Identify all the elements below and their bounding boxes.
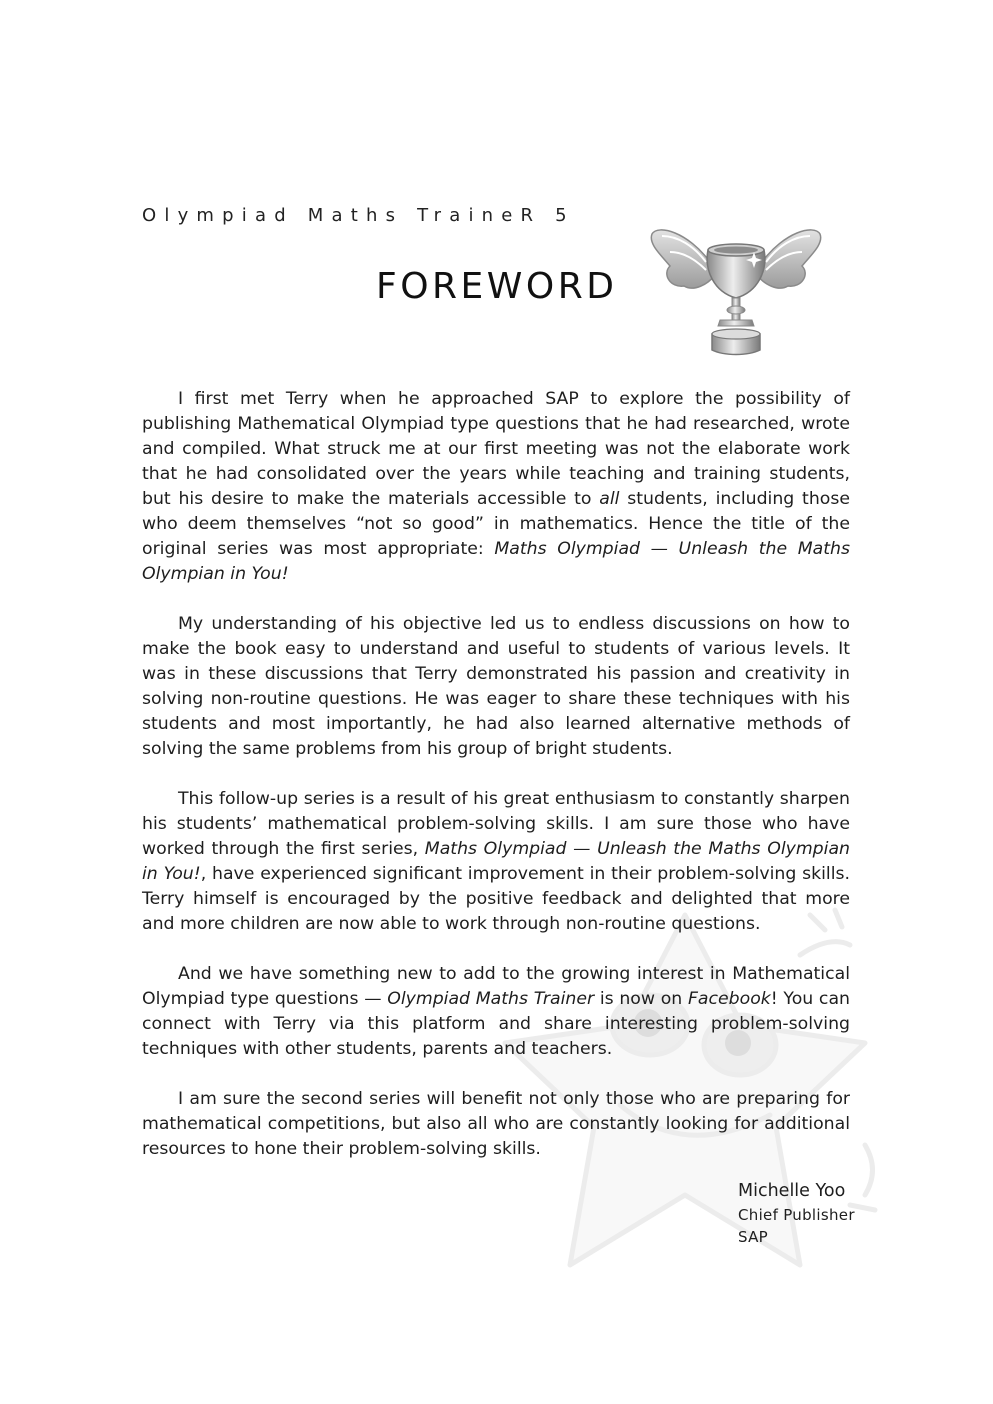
emphasis: all <box>599 489 620 509</box>
signature-block <box>738 1179 855 1248</box>
text-run: ! You can connect with Terry via this platform and share interesting problem-solving techniques with other students, parents and teachers. <box>142 989 850 1059</box>
text-run: And we have something new to add to the growing interest in Mathematical Olympiad type questions — <box>142 964 850 1009</box>
text-run: , have experienced significant improvement in their problem-solving skills. Terry himself is encouraged by the positive feedback and delighted that more and more children are now able to work through non-routine questions. <box>142 864 851 934</box>
page-title: FOREWORD <box>376 266 618 307</box>
text-run: I am sure the second series will benefit not only those who are preparing for mathematical competitions, but also all who are constantly looking for additional resources to hone their problem-solving skills. <box>142 1089 850 1159</box>
signature-org: SAP <box>738 1228 769 1246</box>
text-run: My understanding of his objective led us to endless discussions on how to make the book easy to understand and useful to students of various levels. It was in these discussions that Terry demonstrated his passion and creativity in solving non-routine questions. He was eager to share these techniques with his students and most importantly, he had also learned alternative methods of solving the same problems from his group of bright students. <box>142 614 850 759</box>
winged-trophy-icon <box>648 222 824 362</box>
text-run: This follow-up series is a result of his great enthusiasm to constantly sharpen his students’ mathematical problem-solving skills. I am sure those who have worked through the first series, <box>142 789 850 859</box>
foreword-body <box>142 387 850 1187</box>
platform-name: Facebook <box>687 989 771 1009</box>
text-run: students, including those who deem themselves “not so good” in mathematics. Hence the title of the original series was most appropriate: <box>142 489 850 559</box>
signature-name: Michelle Yoo <box>738 1181 846 1201</box>
paragraph-3 <box>142 787 850 937</box>
text-run: is now on <box>594 989 688 1009</box>
book-title: Olympiad Maths Trainer <box>387 989 595 1009</box>
text-run: I first met Terry when he approached SAP to explore the possibility of publishing Mathematical Olympiad type questions that he had researched, wrote and compiled. What struck me at our first meeting was not the elaborate work that he had consolidated over the years while teaching and training students, but his desire to make the materials accessible to <box>142 389 850 509</box>
paragraph-4 <box>142 962 850 1062</box>
paragraph-1 <box>142 387 850 587</box>
book-title: Maths Olympiad — Unleash the Maths Olympian in You! <box>142 839 850 884</box>
running-head: Olympiad Maths TraineR 5 <box>142 205 575 226</box>
book-title: Maths Olympiad — Unleash the Maths Olympian in You! <box>142 539 850 584</box>
paragraph-2 <box>142 612 850 762</box>
paragraph-5 <box>142 1087 850 1162</box>
signature-role: Chief Publisher <box>738 1206 855 1224</box>
